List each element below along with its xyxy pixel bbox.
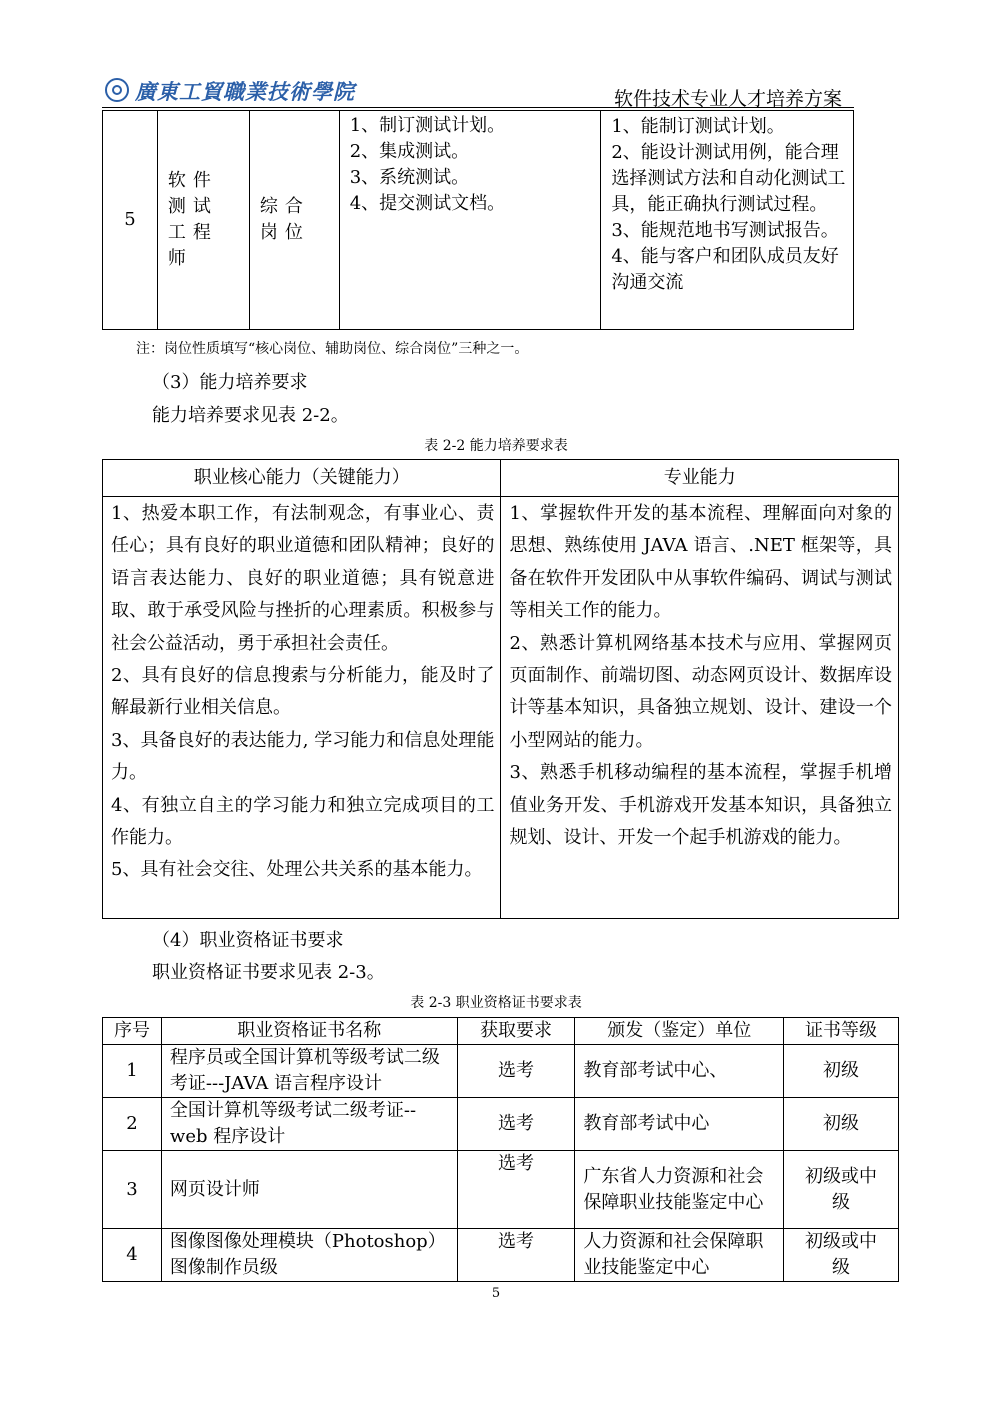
column-header: 专业能力 [501, 460, 899, 497]
table-row: 3 网页设计师 选考 广东省人力资源和社会保障职业技能鉴定中心 初级或中级 [103, 1151, 899, 1229]
header-divider [102, 107, 854, 108]
position-nature: 综合岗位 [259, 196, 310, 243]
column-header: 颁发（鉴定）单位 [575, 1018, 784, 1045]
job-tasks: 1、制订测试计划。 2、集成测试。 3、系统测试。 4、提交测试文档。 [339, 111, 601, 330]
school-emblem-icon [105, 78, 129, 102]
table-row: 1 程序员或全国计算机等级考试二级考证---JAVA 语言程序设计 选考 教育部考试中心、 初级 [103, 1045, 899, 1098]
table-caption: 表 2-3 职业资格证书要求表 [410, 995, 582, 1011]
document-title: 软件技术专业人才培养方案 [613, 88, 842, 110]
column-header: 序号 [103, 1018, 162, 1045]
table-header-row [103, 1018, 899, 1045]
column-header: 获取要求 [457, 1018, 575, 1045]
column-header: 职业资格证书名称 [161, 1018, 457, 1045]
certificate-table [102, 1017, 899, 1282]
row-number: 5 [103, 111, 158, 330]
position-name: 软件测试工程师 [167, 170, 218, 269]
page-number: 5 [491, 1286, 501, 1301]
core-abilities: 1、热爱本职工作，有法制观念，有事业心、责任心；具有良好的职业道德和团队精神；良好的语言表达能力、良好的职业道德；具有锐意进取、敢于承受风险与挫折的心理素质。积极参与社会公益活动，勇于承担社会责任。 2、具有良好的信息搜索与分析能力，能及时了解最新行业相关信息。 3、具备良好的表达能力, 学习能力和信息处理能力。 4、有独立自主的学习能力和独立完成项目的工作能力。 5、具有社会交往、处理公共关系的基本能力。 [103, 497, 501, 919]
professional-abilities: 1、掌握软件开发的基本流程、理解面向对象的思想、熟练使用 JAVA 语言、.NET 框架等，具备在软件开发团队中从事软件编码、调试与测试等相关工作的能力。 2、熟悉计算机网络基本技术与应用、掌握网页页面制作、前端切图、动态网页设计、数据库设计等基本知识，具备独立规划、设计、建设一个小型网站的能力。 3、熟悉手机移动编程的基本流程，掌握手机增值业务开发、手机游戏开发基本知识，具备独立规划、设计、开发一个起手机游戏的能力。 [501, 497, 899, 919]
school-logo [105, 76, 355, 106]
table-note: 注：岗位性质填写“核心岗位、辅助岗位、综合岗位”三种之一。 [136, 341, 529, 357]
column-header: 证书等级 [784, 1018, 899, 1045]
ability-requirements-table [102, 459, 899, 919]
section-intro: 职业资格证书要求见表 2-3。 [152, 962, 385, 983]
table-row [103, 111, 854, 330]
section-heading: （3）能力培养要求 [152, 372, 308, 393]
job-abilities: 1、能制订测试计划。 2、能设计测试用例，能合理选择测试方法和自动化测试工具，能正确执行测试过程。 3、能规范地书写测试报告。 4、能与客户和团队成员友好沟通交流 [601, 111, 854, 330]
school-name: 廣東工貿職業技術學院 [135, 79, 355, 104]
section-heading: （4）职业资格证书要求 [152, 930, 344, 951]
column-header: 职业核心能力（关键能力） [103, 460, 501, 497]
job-position-table [102, 110, 854, 330]
section-intro: 能力培养要求见表 2-2。 [152, 405, 349, 426]
table-row [103, 497, 899, 919]
table-caption: 表 2-2 能力培养要求表 [424, 438, 568, 454]
table-row: 2 全国计算机等级考试二级考证--web 程序设计 选考 教育部考试中心 初级 [103, 1098, 899, 1151]
table-header-row [103, 460, 899, 497]
table-row: 4 图像图像处理模块（Photoshop）图像制作员级 选考 人力资源和社会保障职业技能鉴定中心 初级或中级 [103, 1229, 899, 1282]
